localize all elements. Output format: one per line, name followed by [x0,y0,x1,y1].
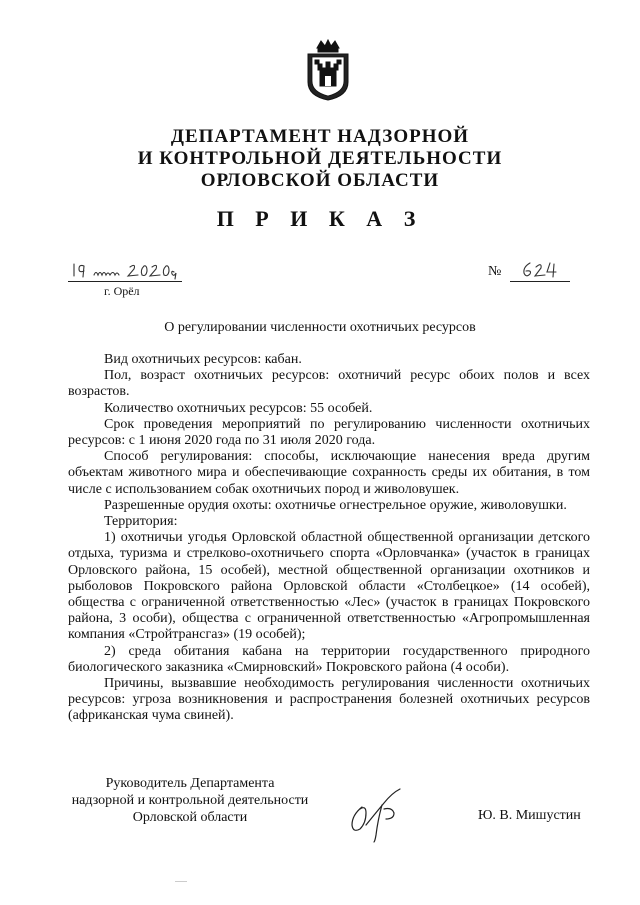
paragraph-territory-heading: Территория: [104,514,178,530]
city-label: г. Орёл [104,284,140,298]
paragraph-quantity: Количество охотничьих ресурсов: 55 особей. [104,400,373,416]
signatory-name: Ю. В. Мишустин [478,808,581,823]
order-subject: О регулировании численности охотничьих ресурсов [164,320,476,335]
paragraph-tools: Разрешенные орудия охоты: охотничье огнестрельное оружие, живоловушки. [104,497,567,513]
number-underline [510,281,570,282]
signatory-position [68,775,312,826]
department-title-line2: И КОНТРОЛЬНОЙ ДЕЯТЕЛЬНОСТИ [137,148,503,169]
order-title: П Р И К А З [216,206,424,231]
handwritten-signature-icon [344,785,410,843]
number-sign: № [488,264,502,279]
handwritten-date [70,258,182,280]
scan-artifact [175,881,187,882]
paragraph-period: Срок проведения мероприятий по регулированию численности охотничьих ресурсов: с 1 июня 2020 года по 31 июля 2020 года. [68,416,590,449]
paragraph-territory-2: 2) среда обитания кабана на территории государственного природного биологического заказника «Смирновский» Покровского района (4 особи). [68,643,590,675]
position-line2: надзорной и контрольной деятельности [71,793,309,808]
department-title-line1: ДЕПАРТАМЕНТ НАДЗОРНОЙ [170,126,470,147]
position-line3: Орловской области [132,810,248,825]
date-underline [68,281,182,282]
position-line1: Руководитель Департамента [105,776,275,791]
handwritten-number [514,258,568,280]
paragraph-method: Способ регулирования: способы, исключающие нанесения вреда другим объектам животного мира и обеспечивающие сохранность среды их обитания, в том числе с использованием собак охотничьих пород и живоловушек. [68,449,590,497]
department-title-line3: ОРЛОВСКОЙ ОБЛАСТИ [200,170,440,191]
paragraph-resource-type: Вид охотничьих ресурсов: кабан. [104,352,302,367]
paragraph-reasons: Причины, вызвавшие необходимость регулирования численности охотничьих ресурсов: угроза возникновения и распространения болезней охотничьих ресурсов (африканская чума свиней). [68,676,590,724]
order-body [68,352,590,725]
coat-of-arms-icon [303,38,353,102]
paragraph-territory-1: 1) охотничьи угодья Орловской областной общественной организации детского отдыха, туризма и стрелково-охотничьего спорта «Орловчанка» (участок в границах Орловского района, 15 особей), местной общественной организации охотников и рыболовов Покровского района Орловской области «Столбецкое» (14 особей), общества с ограниченной ответственностью «Лес» (участок в границах Покровского района, 3 особи), общества с ограниченной ответственностью «Агропромышленная компания «Стройтрансгаз» (19 особей); [68,530,590,643]
paragraph-sex-age: Пол, возраст охотничьих ресурсов: охотничий ресурс обоих полов и всех возрастов. [68,368,590,400]
